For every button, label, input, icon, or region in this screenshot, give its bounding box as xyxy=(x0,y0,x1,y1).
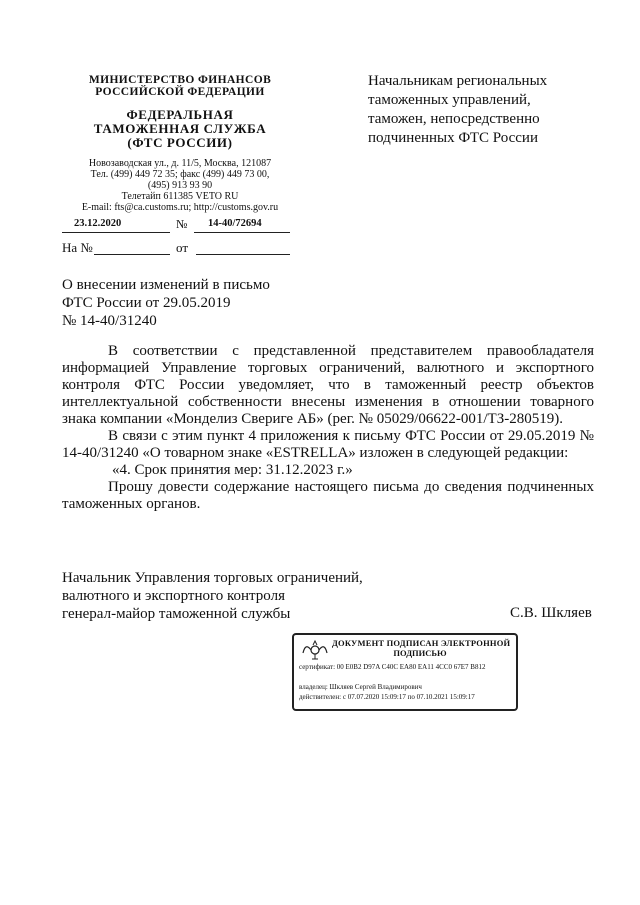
ref-from: от xyxy=(176,240,189,255)
email-line: E-mail: fts@ca.customs.ru; http://customs.gov.ru xyxy=(81,202,279,213)
addressee-block xyxy=(368,72,588,148)
stamp-validity: действителен: с 07.07.2020 15:09:17 по 07.10.2021 15:09:17 xyxy=(299,693,475,701)
ministry-line-1: МИНИСТЕРСТВО ФИНАНСОВ xyxy=(88,74,272,86)
stamp-title-line-2: ПОДПИСЬЮ xyxy=(393,648,447,658)
body-paragraph-2: В связи с этим пункт 4 приложения к письму ФТС России от 29.05.2019 № 14-40/31240 «О товарном знаке «ESTRELLA» изложен в следующей редакции: xyxy=(62,428,594,461)
signature-position xyxy=(62,569,422,623)
reg-number-sign: № xyxy=(176,217,188,231)
ministry-line-2: РОССИЙСКОЙ ФЕДЕРАЦИИ xyxy=(95,86,265,98)
body-paragraph-3: «4. Срок принятия мер: 31.12.2023 г.» xyxy=(112,462,353,478)
body-paragraph-1: В соответствии с представленной представителем правообладателя информацией Управление торговых ограничений, валютного и экспортного контроля ФТС России уведомляет, что в таможенный реестр объектов интеллектуальной собственности внесены изменения в отношении товарного знака компании «Монделиз Свериге АБ» (рег. № 05029/06622-001/ТЗ-280519). xyxy=(62,343,594,427)
subject-line-1: О внесении изменений в письмо xyxy=(62,277,270,293)
e-signature-stamp xyxy=(292,633,518,711)
signature-position-line-3: генерал-майор таможенной службы xyxy=(62,606,291,622)
addressee-line-4: подчиненных ФТС России xyxy=(368,130,538,146)
phone-line: Тел. (499) 449 72 35; факс (499) 449 73 00, xyxy=(90,169,270,180)
addressee-line-1: Начальникам региональных xyxy=(368,73,548,89)
letter-body xyxy=(62,343,594,513)
service-line-2: ТАМОЖЕННАЯ СЛУЖБА xyxy=(93,121,267,136)
phone-line-2: (495) 913 93 90 xyxy=(147,180,213,191)
subject-block xyxy=(62,276,362,330)
body-paragraph-4: Прошу довести содержание настоящего письма до сведения подчиненных таможенных органов. xyxy=(62,479,594,512)
emblem-icon xyxy=(302,639,328,661)
reg-date: 23.12.2020 xyxy=(74,218,122,229)
service-line-3: (ФТС РОССИИ) xyxy=(127,135,233,150)
ref-label: На № xyxy=(62,240,93,255)
stamp-certificate: сертификат: 00 E0B2 D97A C40C EA80 EA11 4CC0 67E7 B812 xyxy=(299,663,486,671)
subject-line-3: № 14-40/31240 xyxy=(62,313,157,329)
address-line-1: Новозаводская ул., д. 11/5, Москва, 121087 xyxy=(88,158,272,169)
addressee-line-2: таможенных управлений, xyxy=(368,92,531,108)
sender-block xyxy=(62,74,298,213)
signature-position-line-2: валютного и экспортного контроля xyxy=(62,588,285,604)
stamp-title-line-1: ДОКУМЕНТ ПОДПИСАН ЭЛЕКТРОННОЙ xyxy=(332,638,511,648)
teletype-line: Телетайп 611385 VETO RU xyxy=(121,191,239,202)
signature-position-line-1: Начальник Управления торговых ограничений, xyxy=(62,570,363,586)
signatory-name: С.В. Шкляев xyxy=(510,605,592,621)
service-line-1: ФЕДЕРАЛЬНАЯ xyxy=(126,107,234,122)
subject-line-2: ФТС России от 29.05.2019 xyxy=(62,295,231,311)
addressee-line-3: таможен, непосредственно xyxy=(368,111,540,127)
stamp-owner: владелец: Шкляев Сергей Владимирович xyxy=(299,683,422,691)
reg-number: 14-40/72694 xyxy=(208,218,262,229)
